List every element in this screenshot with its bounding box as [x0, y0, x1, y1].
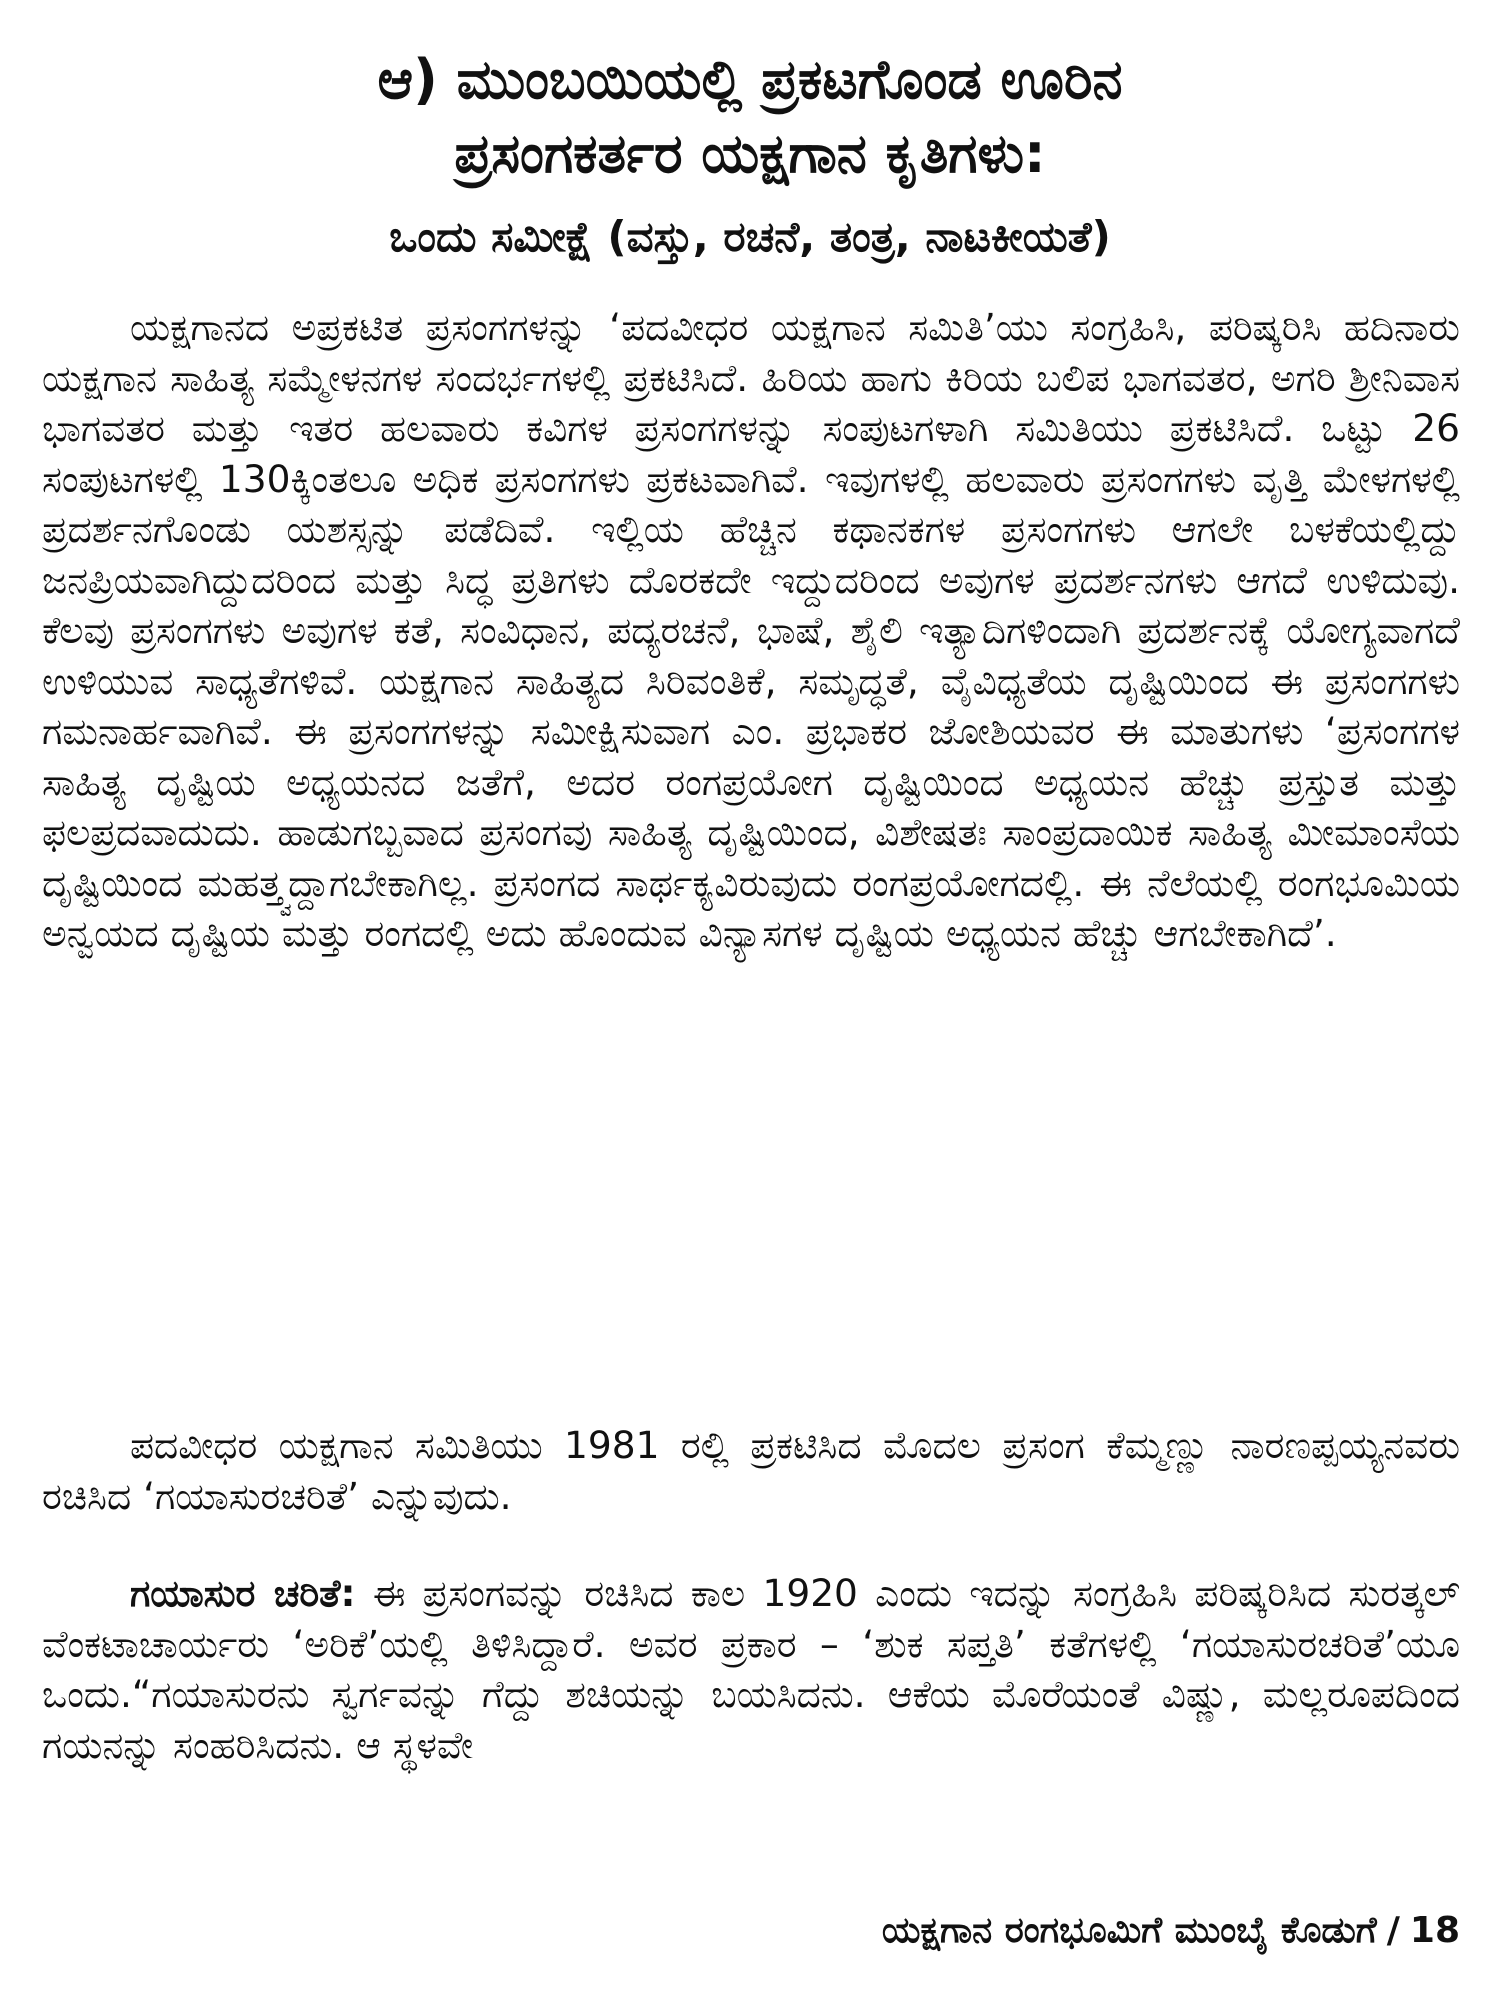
- paragraph-1-text: ಯಕ್ಷಗಾನದ ಅಪ್ರಕಟಿತ ಪ್ರಸಂಗಗಳನ್ನು ‘ಪದವೀಧರ ಯಕ್ಷಗಾನ ಸಮಿತಿ’ಯು ಸಂಗ್ರಹಿಸಿ, ಪರಿಷ್ಕರಿಸಿ ಹದಿನಾರು ಯಕ್ಷಗಾನ ಸಾಹಿತ್ಯ ಸಮ್ಮೇಳನಗಳ ಸಂದರ್ಭಗಳಲ್ಲಿ ಪ್ರಕಟಿಸಿದೆ. ಹಿರಿಯ ಹಾಗು ಕಿರಿಯ ಬಲಿಪ ಭಾಗವತರ, ಅಗರಿ ಶ್ರೀನಿವಾಸ ಭಾಗವತರ ಮತ್ತು ಇತರ ಹಲವಾರು ಕವಿಗಳ ಪ್ರಸಂಗಗಳನ್ನು ಸಂಪುಟಗಳಾಗಿ ಸಮಿತಿಯು ಪ್ರಕಟಿಸಿದೆ. ಒಟ್ಟು 26 ಸಂಪುಟಗಳಲ್ಲಿ 130ಕ್ಕಿಂತಲೂ ಅಧಿಕ ಪ್ರಸಂಗಗಳು ಪ್ರಕಟವಾಗಿವೆ. ಇವುಗಳಲ್ಲಿ ಹಲವಾರು ಪ್ರಸಂಗಗಳು ವೃತ್ತಿ ಮೇಳಗಳಲ್ಲಿ ಪ್ರದರ್ಶನಗೊಂಡು ಯಶಸ್ಸನ್ನು ಪಡೆದಿವೆ. ಇಲ್ಲಿಯ ಹೆಚ್ಚಿನ ಕಥಾನಕಗಳ ಪ್ರಸಂಗಗಳು ಆಗಲೇ ಬಳಕೆಯಲ್ಲಿದ್ದು ಜನಪ್ರಿಯವಾಗಿದ್ದುದರಿಂದ ಮತ್ತು ಸಿದ್ಧ ಪ್ರತಿಗಳು ದೊರಕದೇ ಇದ್ದುದರಿಂದ ಅವುಗಳ ಪ್ರದರ್ಶನಗಳು ಆಗದೆ ಉಳಿದುವು. ಕೆಲವು ಪ್ರಸಂಗಗಳು ಅವುಗಳ ಕತೆ, ಸಂವಿಧಾನ, ಪದ್ಯರಚನೆ, ಭಾಷೆ, ಶೈಲಿ ಇತ್ಯಾದಿಗಳಿಂದಾಗಿ ಪ್ರದರ್ಶನಕ್ಕೆ ಯೋಗ್ಯವಾಗದೆ ಉಳಿಯುವ ಸಾಧ್ಯತೆಗಳಿವೆ. ಯಕ್ಷಗಾನ ಸಾಹಿತ್ಯದ ಸಿರಿವಂತಿಕೆ, ಸಮೃದ್ಧತೆ, ವೈವಿಧ್ಯತೆಯ ದೃಷ್ಟಿಯಿಂದ ಈ ಪ್ರಸಂಗಗಳು ಗಮನಾರ್ಹವಾಗಿವೆ. ಈ ಪ್ರಸಂಗಗಳನ್ನು ಸಮೀಕ್ಷಿಸುವಾಗ ಎಂ. ಪ್ರಭಾಕರ ಜೋಶಿಯವರ ಈ ಮಾತುಗಳು ‘ಪ್ರಸಂಗಗಳ ಸಾಹಿತ್ಯ ದೃಷ್ಟಿಯ ಅಧ್ಯಯನದ ಜತೆಗೆ, ಅದರ ರಂಗಪ್ರಯೋಗ ದೃಷ್ಟಿಯಿಂದ ಅಧ್ಯಯನ ಹೆಚ್ಚು ಪ್ರಸ್ತುತ ಮತ್ತು ಫಲಪ್ರದವಾದುದು. ಹಾಡುಗಬ್ಬವಾದ ಪ್ರಸಂಗವು ಸಾಹಿತ್ಯ ದೃಷ್ಟಿಯಿಂದ, ವಿಶೇಷತಃ ಸಾಂಪ್ರದಾಯಿಕ ಸಾಹಿತ್ಯ ಮೀಮಾಂಸೆಯ ದೃಷ್ಟಿಯಿಂದ ಮಹತ್ತ್ವದ್ದಾಗಬೇಕಾಗಿಲ್ಲ. ಪ್ರಸಂಗದ ಸಾರ್ಥಕ್ಯವಿರುವುದು ರಂಗಪ್ರಯೋಗದಲ್ಲಿ. ಈ ನೆಲೆಯಲ್ಲಿ ರಂಗಭೂಮಿಯ ಅನ್ವಯದ ದೃಷ್ಟಿಯ ಮತ್ತು ರಂಗದಲ್ಲಿ ಅದು ಹೊಂದುವ ವಿನ್ಯಾಸಗಳ ದೃಷ್ಟಿಯ ಅಧ್ಯಯನ ಹೆಚ್ಚು ಆಗಬೇಕಾಗಿದೆ’.: [42, 305, 1460, 955]
- body-paragraph-3: [42, 1568, 1460, 1770]
- paragraph-2-text: ಪದವೀಧರ ಯಕ್ಷಗಾನ ಸಮಿತಿಯು 1981 ರಲ್ಲಿ ಪ್ರಕಟಿಸಿದ ಮೊದಲ ಪ್ರಸಂಗ ಕೆಮ್ಮಣ್ಣು ನಾರಣಪ್ಪಯ್ಯನವರು ರಚಿಸಿದ ‘ಗಯಾಸುರಚರಿತೆ’ ಎನ್ನುವುದು.: [42, 1423, 1460, 1518]
- page-title-line-2: ಪ್ರಸಂಗಕರ್ತರ ಯಕ್ಷಗಾನ ಕೃತಿಗಳು:: [454, 122, 1046, 185]
- page-number: 18: [1409, 1910, 1460, 1951]
- body-paragraph-1: [42, 302, 1460, 959]
- section-term: ಗಯಾಸುರ ಚರಿತೆ:: [130, 1571, 356, 1615]
- page-title-line-1: ಆ) ಮುಂಬಯಿಯಲ್ಲಿ ಪ್ರಕಟಗೊಂಡ ಊರಿನ: [377, 48, 1123, 111]
- paragraph-3-text: ಈ ಪ್ರಸಂಗವನ್ನು ರಚಿಸಿದ ಕಾಲ 1920 ಎಂದು ಇದನ್ನು ಸಂಗ್ರಹಿಸಿ ಪರಿಷ್ಕರಿಸಿದ ಸುರತ್ಕಲ್ ವೆಂಕಟಾಚಾರ್ಯರು ‘ಅರಿಕೆ’ಯಲ್ಲಿ ತಿಳಿಸಿದ್ದಾರೆ. ಅವರ ಪ್ರಕಾರ – ‘ಶುಕ ಸಪ್ತತಿ’ ಕತೆಗಳಲ್ಲಿ ‘ಗಯಾಸುರಚರಿತೆ’ಯೂ ಒಂದು.“ಗಯಾಸುರನು ಸ್ವರ್ಗವನ್ನು ಗೆದ್ದು ಶಚಿಯನ್ನು ಬಯಸಿದನು. ಆಕೆಯ ಮೊರೆಯಂತೆ ವಿಷ್ಣು, ಮಲ್ಲರೂಪದಿಂದ ಗಯನನ್ನು ಸಂಹರಿಸಿದನು. ಆ ಸ್ಥಳವೇ: [42, 1571, 1461, 1767]
- footer-book-title: ಯಕ್ಷಗಾನ ರಂಗಭೂಮಿಗೆ ಮುಂಬೈ ಕೊಡುಗೆ: [881, 1910, 1377, 1951]
- page-footer: [882, 1910, 1460, 1952]
- page-subtitle: ಒಂದು ಸಮೀಕ್ಷೆ (ವಸ್ತು, ರಚನೆ, ತಂತ್ರ, ನಾಟಕೀಯತೆ): [389, 212, 1111, 261]
- body-paragraph-2: [42, 1420, 1460, 1521]
- footer-separator: /: [1386, 1910, 1400, 1951]
